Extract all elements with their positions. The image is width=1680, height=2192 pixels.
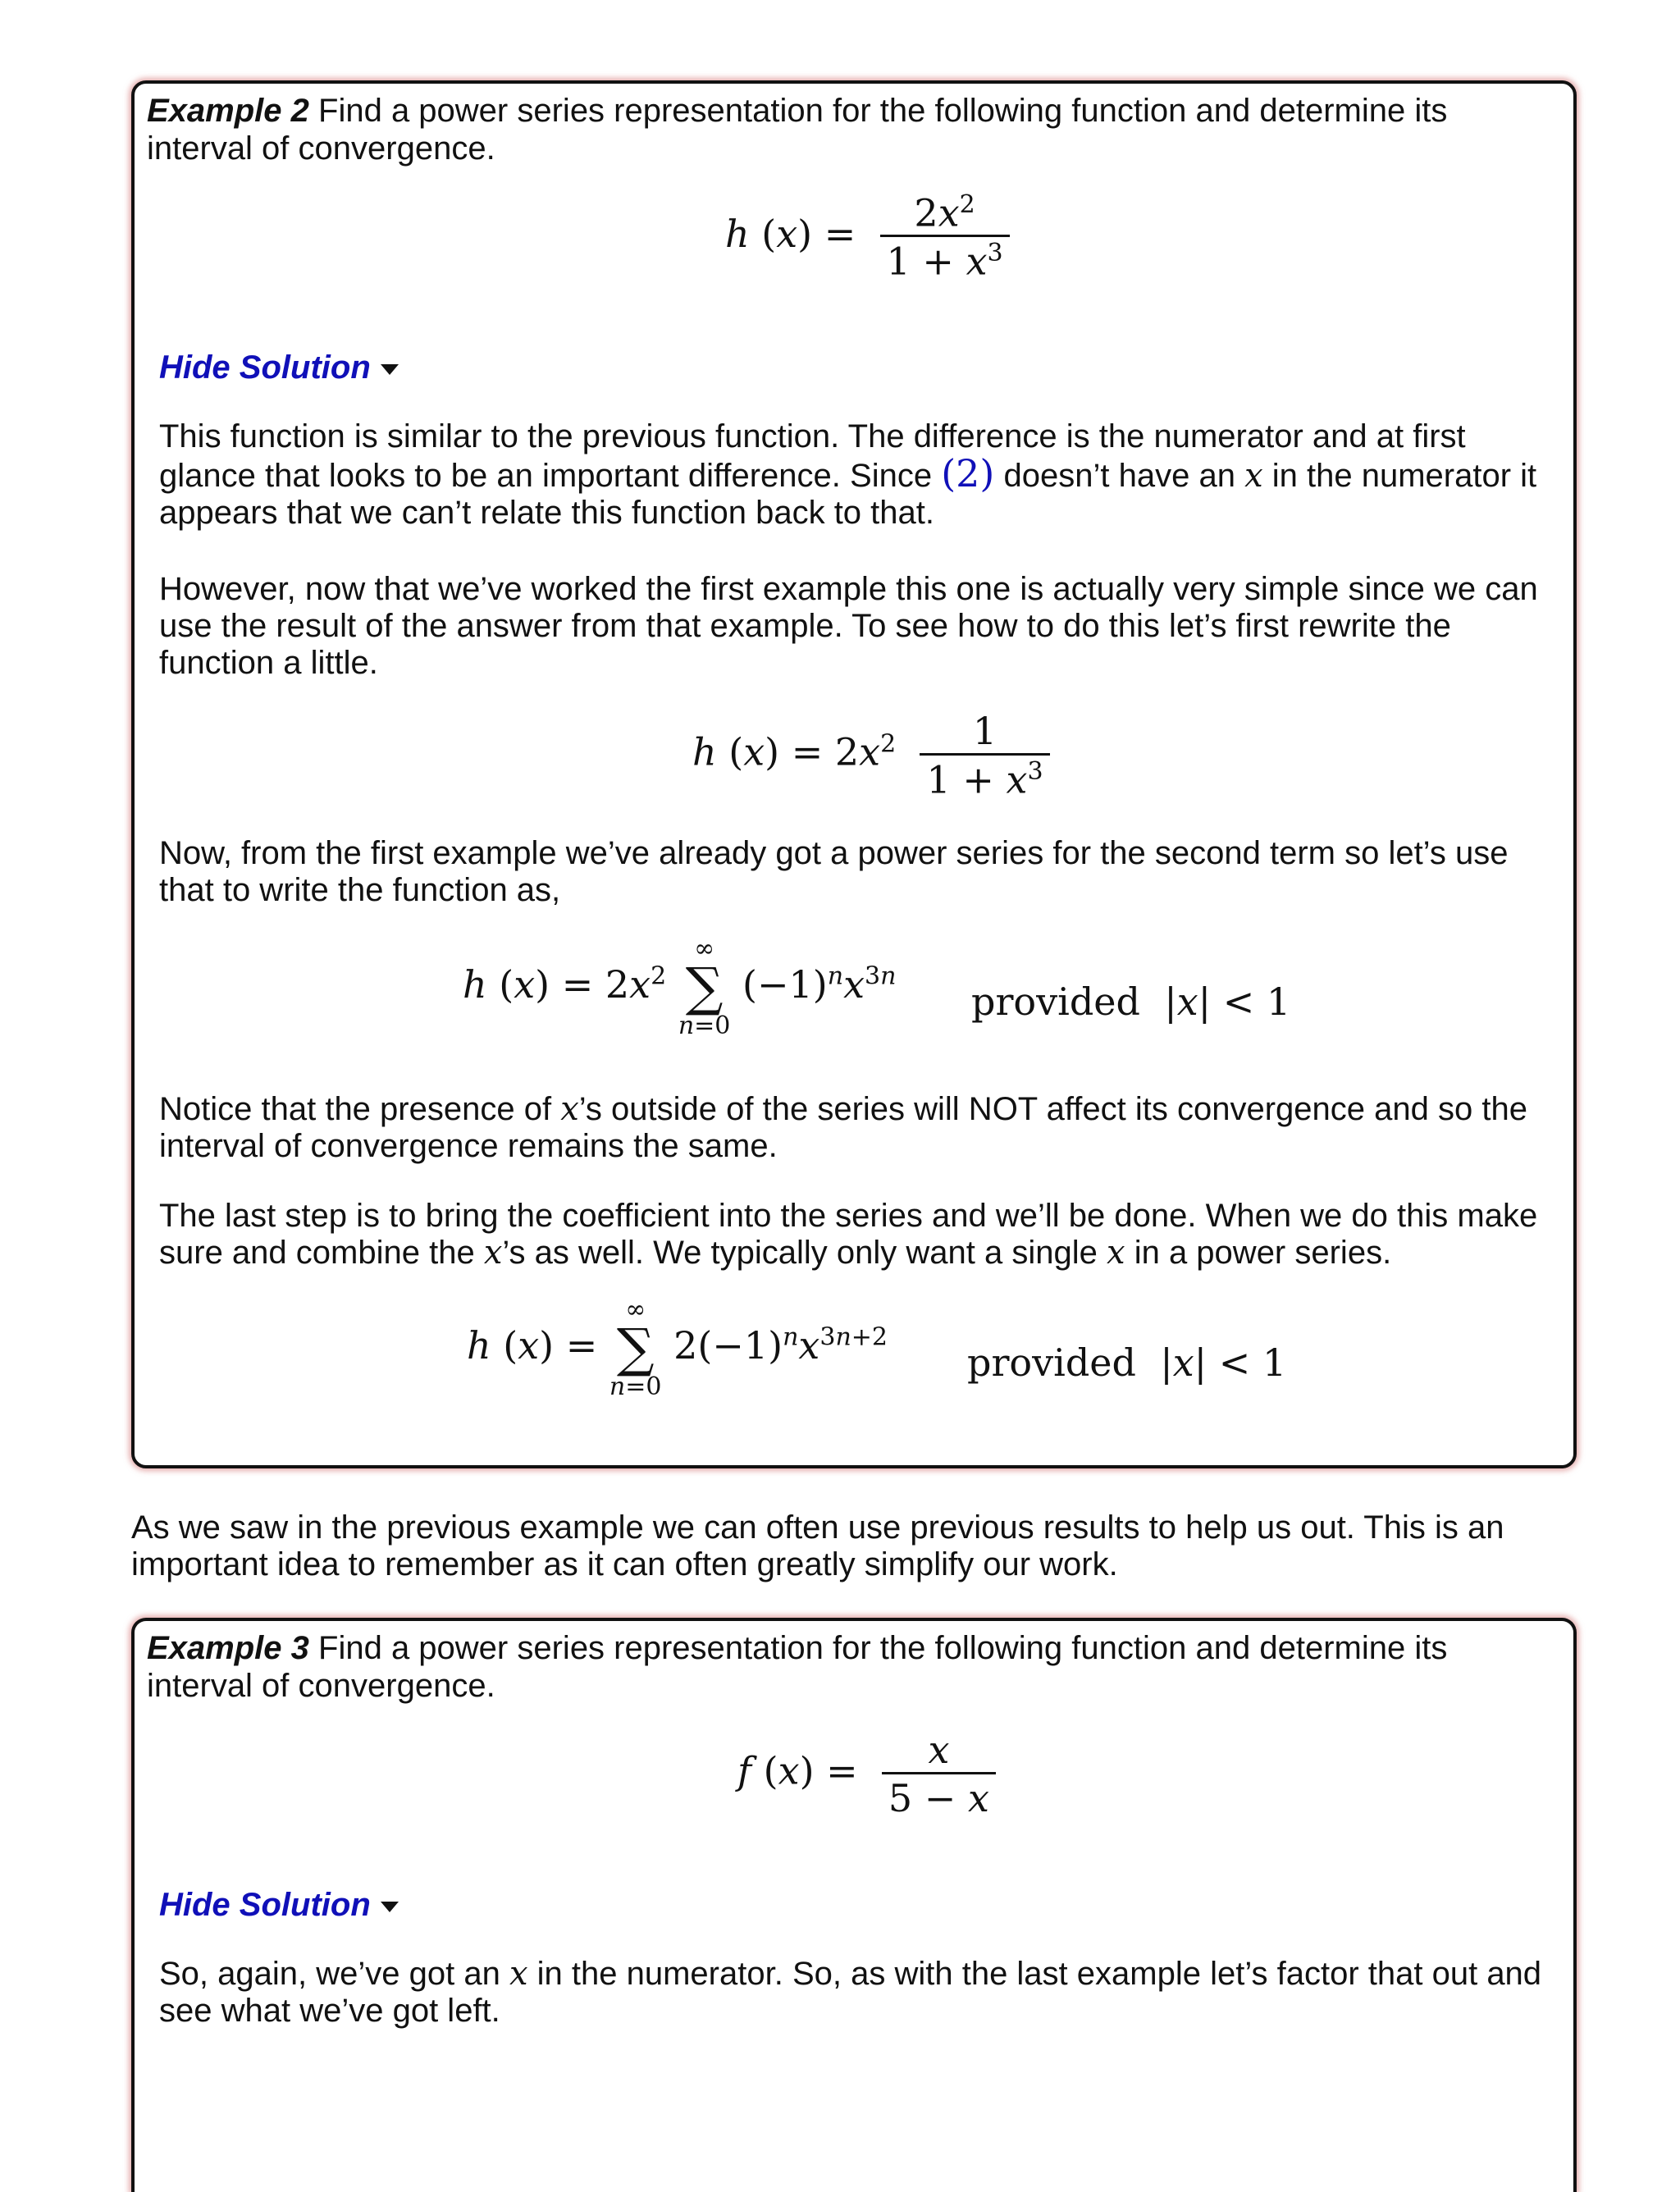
equation-reference-link[interactable]: (2) — [941, 451, 995, 495]
convergence-condition-2: provided |x| < 1 — [967, 1340, 1287, 1385]
example-2-prompt: Find a power series representation for the following function and determine its interval of convergence. — [147, 93, 1448, 167]
solution-paragraph-4 — [159, 1091, 1570, 1165]
para-5-part-b: ’s as well. We typically only want a single — [502, 1235, 1098, 1271]
example-2-heading — [147, 92, 1558, 167]
para-5-part-a: The last step is to bring the coefficient into the series and we’ll be done. When we do this make sure and combine the — [159, 1198, 1538, 1271]
x-symbol: x — [509, 1955, 528, 1993]
solution-paragraph-1 — [159, 418, 1570, 532]
hide-solution-label: Hide Solution — [159, 1887, 371, 1923]
hide-solution-toggle[interactable] — [159, 349, 399, 386]
example-3-heading — [147, 1629, 1558, 1705]
example-3-label: Example 3 — [147, 1630, 309, 1666]
para-4-part-a: Notice that the presence of — [159, 1091, 552, 1127]
caret-down-icon — [381, 1902, 399, 1912]
para-5-part-c: in a power series. — [1134, 1235, 1392, 1271]
example-3-box — [131, 1618, 1577, 2192]
para-1-part-b: in the numerator. So, as with the last example let’s factor that out and see what we’ve got left. — [159, 1956, 1542, 2029]
function-h-definition: h (x) = $\frac{2x^2}{1 + x^3}$ — [725, 190, 1010, 284]
example-2-box — [131, 80, 1577, 1468]
x-symbol: x — [560, 1090, 579, 1128]
provided-label: provided — [967, 1340, 1136, 1385]
final-series: h (x) = ∞ ∑ n=0 $2(-1)^nx^{3n+2}$ — [467, 1295, 888, 1401]
caret-down-icon — [381, 364, 399, 375]
para-1-part-a: So, again, we’ve got an — [159, 1956, 500, 1992]
convergence-condition-1: provided |x| < 1 — [971, 980, 1291, 1024]
solution-paragraph-3: Now, from the first example we’ve already got a power series for the second term so let’s use that to write the function as, — [159, 835, 1509, 908]
between-examples-text: As we saw in the previous example we can often use previous results to help us out. This is an important idea to remember as it can often greatly simplify our work. — [131, 1509, 1504, 1582]
solution-paragraph-5 — [159, 1198, 1570, 1272]
para-1-part-c: in the numerator it appears that we can’t relate this function back to that. — [159, 458, 1537, 531]
x-symbol: x — [1107, 1234, 1125, 1272]
example-2-label: Example 2 — [147, 93, 309, 129]
hide-solution-label: Hide Solution — [159, 349, 371, 386]
para-1-part-b: doesn’t have an — [1003, 458, 1235, 494]
series-with-coefficient: h $(x) = 2x^2$ ∞ ∑ n=0 $(-1)^nx^{3n}$ — [463, 934, 897, 1040]
solution-paragraph-2: However, now that we’ve worked the first example this one is actually very simple since we can use the result of the answer from that example. To see how to do this let’s first rewrite the function a little. — [159, 571, 1538, 681]
provided-label: provided — [971, 980, 1140, 1024]
rewritten-function: h $(x) = 2x^2$ $\frac{1}{1 + x^3}$ — [692, 709, 1050, 801]
para-4-part-b: ’s outside of the series will NOT affect its convergence and so the interval of convergence remains the same. — [159, 1091, 1527, 1164]
para-1-part-a: This function is similar to the previous function. The difference is the numerator and at first glance that looks to be an important difference. Since — [159, 418, 1466, 494]
x-symbol: x — [483, 1234, 503, 1272]
solution-paragraph-1 — [159, 1956, 1570, 2030]
x-symbol: x — [1244, 457, 1263, 495]
hide-solution-toggle[interactable] — [159, 1887, 399, 1924]
example-3-prompt: Find a power series representation for the following function and determine its interval of convergence. — [147, 1630, 1448, 1704]
function-f-definition: f (x) = $\frac{x}{5 - x}$ — [737, 1728, 996, 1820]
